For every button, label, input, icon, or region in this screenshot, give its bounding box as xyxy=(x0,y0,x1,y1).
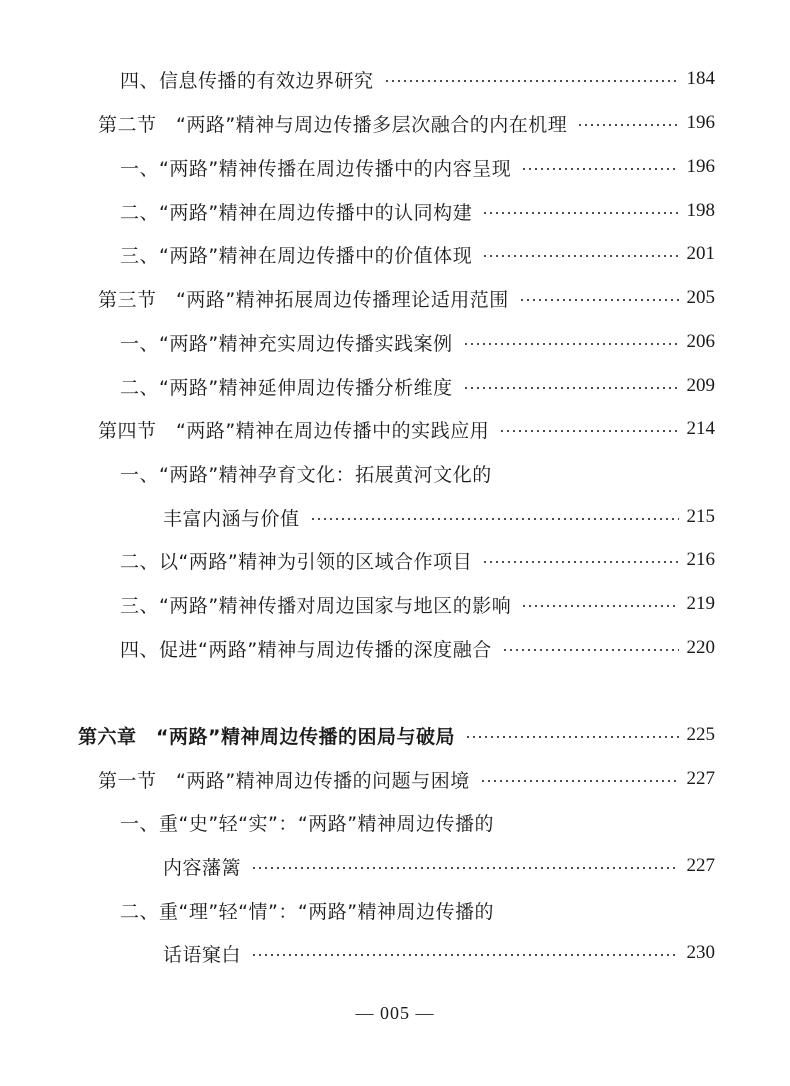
toc-entry-page: 220 xyxy=(686,637,715,658)
toc-entry-title: 二、重“理”轻“情”：“两路”精神周边传播的 xyxy=(120,900,495,923)
leader-dots xyxy=(463,343,679,345)
toc-entry-page: 196 xyxy=(686,112,715,133)
leader-dots xyxy=(482,561,678,563)
toc-entry-page: 184 xyxy=(686,68,715,89)
toc-entry-continued xyxy=(163,938,715,968)
toc-entry xyxy=(120,545,715,575)
leader-dots xyxy=(482,255,678,257)
toc-entry-title: 内容藩篱 xyxy=(163,856,242,879)
toc-entry-title: 一、“两路”精神孕育文化：拓展黄河文化的 xyxy=(120,463,492,486)
toc-entry-page: 201 xyxy=(686,243,715,264)
toc-entry xyxy=(120,196,715,226)
toc-entry-title: 一、“两路”精神传播在周边传播中的内容呈现 xyxy=(120,157,512,180)
toc-entry-title: 一、“两路”精神充实周边传播实践案例 xyxy=(120,332,453,355)
toc-entry-title: 第六章 “两路”精神周边传播的困局与破局 xyxy=(78,725,455,748)
toc-entry-title: 第一节 “两路”精神周边传播的问题与困境 xyxy=(98,769,470,792)
leader-dots xyxy=(499,430,678,432)
toc-entry xyxy=(98,414,715,444)
leader-dots xyxy=(577,124,678,126)
toc-entry-title: 第二节 “两路”精神与周边传播多层次融合的内在机理 xyxy=(98,113,568,136)
toc-entry-page: 206 xyxy=(686,331,715,352)
toc-entry xyxy=(120,589,715,619)
leader-dots xyxy=(465,736,679,738)
toc-entry-page: 227 xyxy=(686,768,715,789)
leader-dots xyxy=(519,299,679,301)
leader-dots xyxy=(384,80,679,82)
toc-chapter xyxy=(78,720,715,750)
toc-entry xyxy=(120,327,715,357)
toc-entry-continued xyxy=(163,851,715,881)
toc-entry-page: 225 xyxy=(686,724,715,745)
toc-entry-title: 三、“两路”精神传播对周边国家与地区的影响 xyxy=(120,594,512,617)
toc-entry xyxy=(120,807,715,837)
toc-entry-title: 四、信息传播的有效边界研究 xyxy=(120,69,374,92)
toc-entry-title: 三、“两路”精神在周边传播中的价值体现 xyxy=(120,244,473,267)
page-number: — 005 — xyxy=(355,1003,435,1023)
toc-entry xyxy=(120,633,715,663)
toc-entry-page: 198 xyxy=(686,200,715,221)
leader-dots xyxy=(502,649,679,651)
toc-entry xyxy=(98,283,715,313)
toc-entry xyxy=(120,458,715,488)
toc-entry-title: 二、“两路”精神延伸周边传播分析维度 xyxy=(120,376,453,399)
leader-dots xyxy=(463,387,679,389)
leader-dots xyxy=(521,168,678,170)
toc-entry-title: 二、“两路”精神在周边传播中的认同构建 xyxy=(120,201,473,224)
leader-dots xyxy=(251,954,678,956)
toc-entry-page: 215 xyxy=(686,506,715,527)
toc-entry-page: 230 xyxy=(686,942,715,963)
toc-entry-title: 第四节 “两路”精神在周边传播中的实践应用 xyxy=(98,419,490,442)
leader-dots xyxy=(482,212,678,214)
toc-entry xyxy=(120,895,715,925)
toc-entry-page: 196 xyxy=(686,156,715,177)
toc-entry-page: 205 xyxy=(686,287,715,308)
leader-dots xyxy=(251,867,678,869)
leader-dots xyxy=(310,518,679,520)
toc-entry-page: 216 xyxy=(686,549,715,570)
leader-dots xyxy=(521,605,678,607)
toc-entry xyxy=(98,764,715,794)
toc-entry-title: 第三节 “两路”精神拓展周边传播理论适用范围 xyxy=(98,288,509,311)
toc-entry-page: 219 xyxy=(686,593,715,614)
toc-entry-title: 丰富内涵与价值 xyxy=(163,507,300,530)
toc-entry-page: 214 xyxy=(686,418,715,439)
toc-entry xyxy=(120,152,715,182)
toc-entry-title: 四、促进“两路”精神与周边传播的深度融合 xyxy=(120,638,492,661)
toc-entry xyxy=(120,239,715,269)
toc-entry-page: 209 xyxy=(686,375,715,396)
toc-entry xyxy=(120,371,715,401)
toc-entry-title: 二、以“两路”精神为引领的区域合作项目 xyxy=(120,550,473,573)
toc-entry xyxy=(98,108,715,138)
toc-entry-title: 一、重“史”轻“实”：“两路”精神周边传播的 xyxy=(120,812,495,835)
toc-entry-page: 227 xyxy=(686,855,715,876)
toc-entry-title: 话语窠白 xyxy=(163,943,242,966)
toc-entry xyxy=(120,64,715,94)
toc-entry-continued xyxy=(163,502,715,532)
leader-dots xyxy=(480,780,679,782)
